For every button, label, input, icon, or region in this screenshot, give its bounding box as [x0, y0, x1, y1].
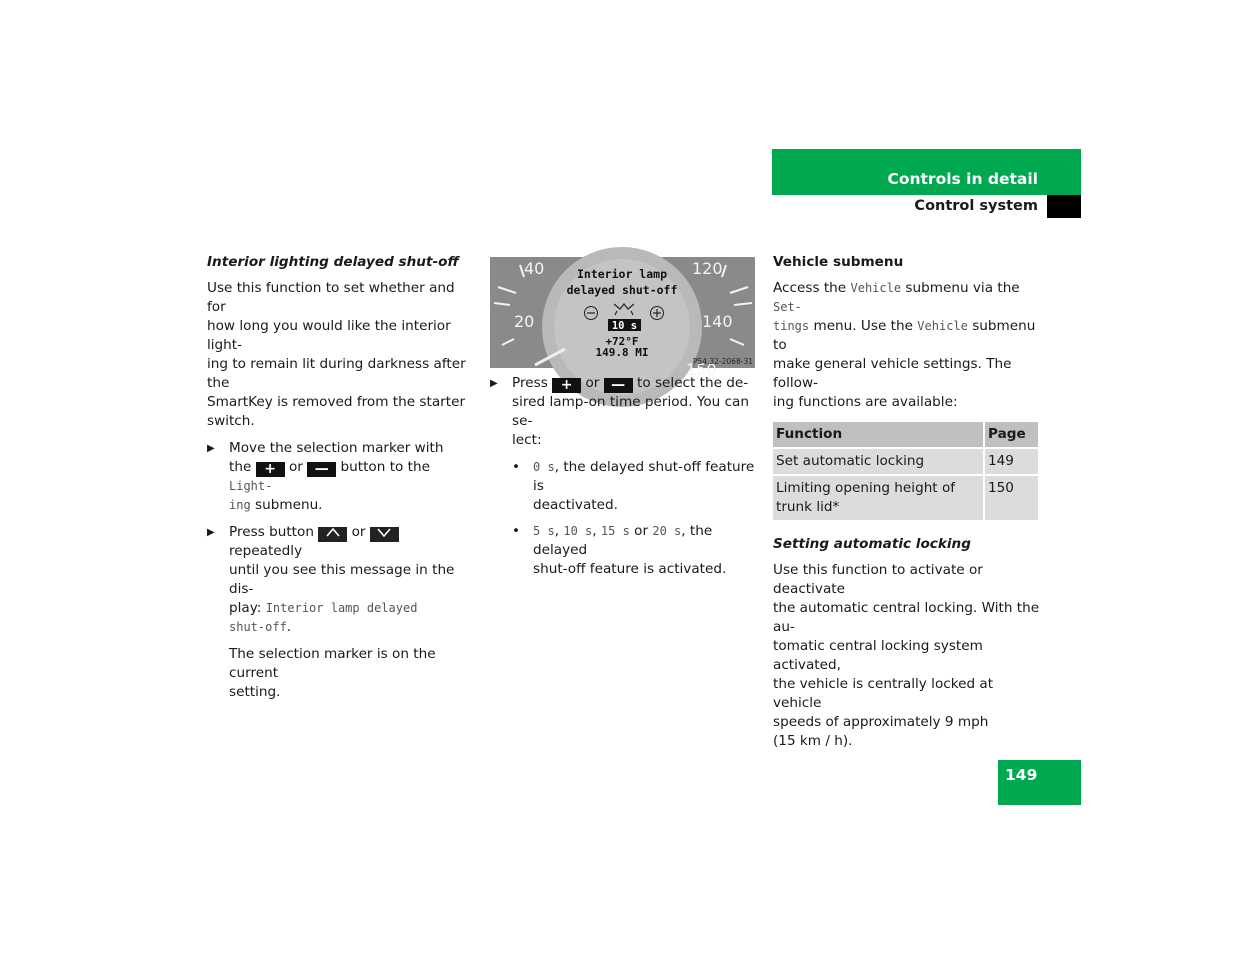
- display-value: 10 s: [611, 320, 638, 332]
- minus-key-icon: —: [307, 462, 336, 477]
- step-arrow-icon: ▶: [207, 527, 215, 538]
- text: , the delayed shut-off feature is: [533, 459, 755, 494]
- vehicle-submenu-paragraph: [773, 279, 1043, 412]
- step-select-period: [490, 374, 758, 450]
- text-line: deactivated.: [533, 497, 618, 513]
- text: .: [286, 619, 292, 635]
- text: , the delayed: [533, 523, 713, 558]
- text: button to the: [340, 459, 430, 475]
- bullet-deactivated: [512, 458, 758, 515]
- section-title: Control system: [914, 198, 1038, 214]
- page-number: 149: [1005, 766, 1038, 784]
- text-line: [512, 374, 758, 393]
- text: repeatedly: [229, 543, 303, 559]
- text: submenu via the: [905, 280, 1020, 296]
- heading-vehicle-submenu: Vehicle submenu: [773, 254, 904, 270]
- menu-name-text: tings: [773, 319, 810, 333]
- display-temperature: +72°F: [605, 335, 639, 348]
- display-message-text: Interior lamp delayed: [265, 601, 418, 615]
- option-value: 5 s: [533, 524, 555, 538]
- text: or: [288, 459, 303, 475]
- menu-name-text: ing: [229, 498, 251, 512]
- text-line: [229, 496, 475, 515]
- text: ,: [554, 523, 560, 539]
- text-line: sired lamp-on time period. You can se-: [512, 394, 750, 429]
- display-line-1: Interior lamp: [576, 267, 668, 281]
- text-line: [229, 458, 475, 496]
- text: menu. Use the: [813, 318, 913, 334]
- function-table: [773, 422, 1038, 520]
- display-message-text: shut-off: [229, 620, 287, 634]
- bullet-dot-icon: •: [512, 459, 521, 475]
- down-key-icon: [370, 527, 399, 542]
- text-line: (15 km / h).: [773, 733, 853, 749]
- text: or: [351, 524, 366, 540]
- step-move-marker: [207, 439, 475, 515]
- plus-key-icon: +: [256, 462, 285, 477]
- text: play:: [229, 600, 262, 616]
- text-line: ing functions are available:: [773, 394, 958, 410]
- table-cell-function: Limiting opening height of trunk lid*: [773, 475, 984, 520]
- table-row: [773, 448, 1038, 475]
- note-paragraph: [229, 645, 475, 702]
- text-line: ing to remain lit during darkness after the: [207, 356, 466, 391]
- text: Press button: [229, 524, 314, 540]
- table-header-row: [773, 422, 1038, 448]
- text-line: until you see this message in the dis-: [229, 562, 455, 597]
- minus-key-icon: —: [604, 378, 633, 393]
- menu-name-text: Vehicle: [850, 281, 902, 295]
- step-arrow-icon: ▶: [207, 443, 215, 454]
- table-header-page: Page: [984, 422, 1038, 448]
- option-value: 10 s: [563, 524, 593, 538]
- text-line: make general vehicle settings. The follow-: [773, 356, 1012, 391]
- gauge-label: 140: [702, 312, 733, 331]
- text-line: [229, 618, 475, 637]
- text-line: the vehicle is centrally locked at vehicle: [773, 676, 994, 711]
- gauge-label: 20: [514, 312, 535, 331]
- column-2: [490, 374, 758, 579]
- plus-key-icon: +: [552, 378, 581, 393]
- table-cell-page: 150: [984, 475, 1038, 520]
- text-line: SmartKey is removed from the starter: [207, 394, 466, 410]
- text-line: [229, 599, 475, 618]
- chapter-header-bar: [772, 149, 1081, 195]
- text-line: [533, 522, 758, 560]
- text-line: [533, 458, 758, 496]
- table-cell-page: 149: [984, 448, 1038, 475]
- text: ,: [592, 523, 597, 539]
- text-line: Use this function to set whether and for: [207, 280, 455, 315]
- text-line: [773, 279, 1043, 317]
- text-line: [229, 523, 475, 561]
- text-line: setting.: [229, 684, 281, 700]
- text: the: [229, 459, 252, 475]
- heading-automatic-locking: Setting automatic locking: [773, 536, 971, 552]
- bullet-activated: [512, 522, 758, 579]
- text: Access the: [773, 280, 847, 296]
- text-line: switch.: [207, 413, 255, 429]
- gauge-label: 40: [524, 259, 545, 278]
- gauge-label: 120: [692, 259, 723, 278]
- page-number-box: [998, 760, 1081, 805]
- text-line: lect:: [512, 432, 542, 448]
- text: Press: [512, 375, 548, 391]
- column-1: [207, 253, 475, 702]
- image-code: P54.32-2068-31: [692, 357, 753, 366]
- step-arrow-icon: ▶: [490, 378, 498, 389]
- table-header-function: Function: [773, 422, 984, 448]
- option-value: 0 s: [533, 460, 555, 474]
- heading-interior-lighting: Interior lighting delayed shut-off: [207, 254, 459, 270]
- text-line: Move the selection marker with: [229, 440, 444, 456]
- text: submenu to: [773, 318, 1036, 353]
- display-mileage: 149.8 MI: [595, 346, 649, 359]
- column-3: [773, 253, 1043, 751]
- menu-name-text: Light-: [229, 479, 273, 493]
- up-key-icon: [318, 527, 347, 542]
- table-row: [773, 475, 1038, 520]
- cluster-illustration: [490, 257, 755, 379]
- gauge-label: 150: [686, 360, 717, 379]
- text: submenu.: [255, 497, 323, 513]
- text-line: shut-off feature is activated.: [533, 561, 727, 577]
- text-line: Use this function to activate or deactivate: [773, 562, 983, 597]
- option-value: 15 s: [600, 524, 630, 538]
- menu-name-text: Set-: [773, 300, 802, 314]
- section-marker: [1047, 195, 1081, 218]
- text-line: how long you would like the interior light-: [207, 318, 451, 353]
- chapter-title: Controls in detail: [887, 170, 1038, 188]
- menu-name-text: Vehicle: [917, 319, 968, 333]
- text-line: The selection marker is on the current: [229, 646, 436, 681]
- text: to select the de-: [637, 375, 749, 391]
- text-line: the automatic central locking. With the au-: [773, 600, 1040, 635]
- automatic-locking-paragraph: [773, 561, 1043, 751]
- text: or: [634, 523, 649, 539]
- option-value: 20 s: [652, 524, 682, 538]
- display-line-2: delayed shut-off: [566, 283, 678, 297]
- step-press-button: [207, 523, 475, 702]
- bullet-dot-icon: •: [512, 523, 521, 539]
- instrument-cluster-image: [490, 257, 755, 379]
- text-line: [773, 317, 1043, 355]
- text: or: [585, 375, 600, 391]
- text-line: tomatic central locking system activated,: [773, 638, 983, 673]
- table-cell-function: Set automatic locking: [773, 448, 984, 475]
- text-line: speeds of approximately 9 mph: [773, 714, 989, 730]
- intro-paragraph: [207, 279, 475, 431]
